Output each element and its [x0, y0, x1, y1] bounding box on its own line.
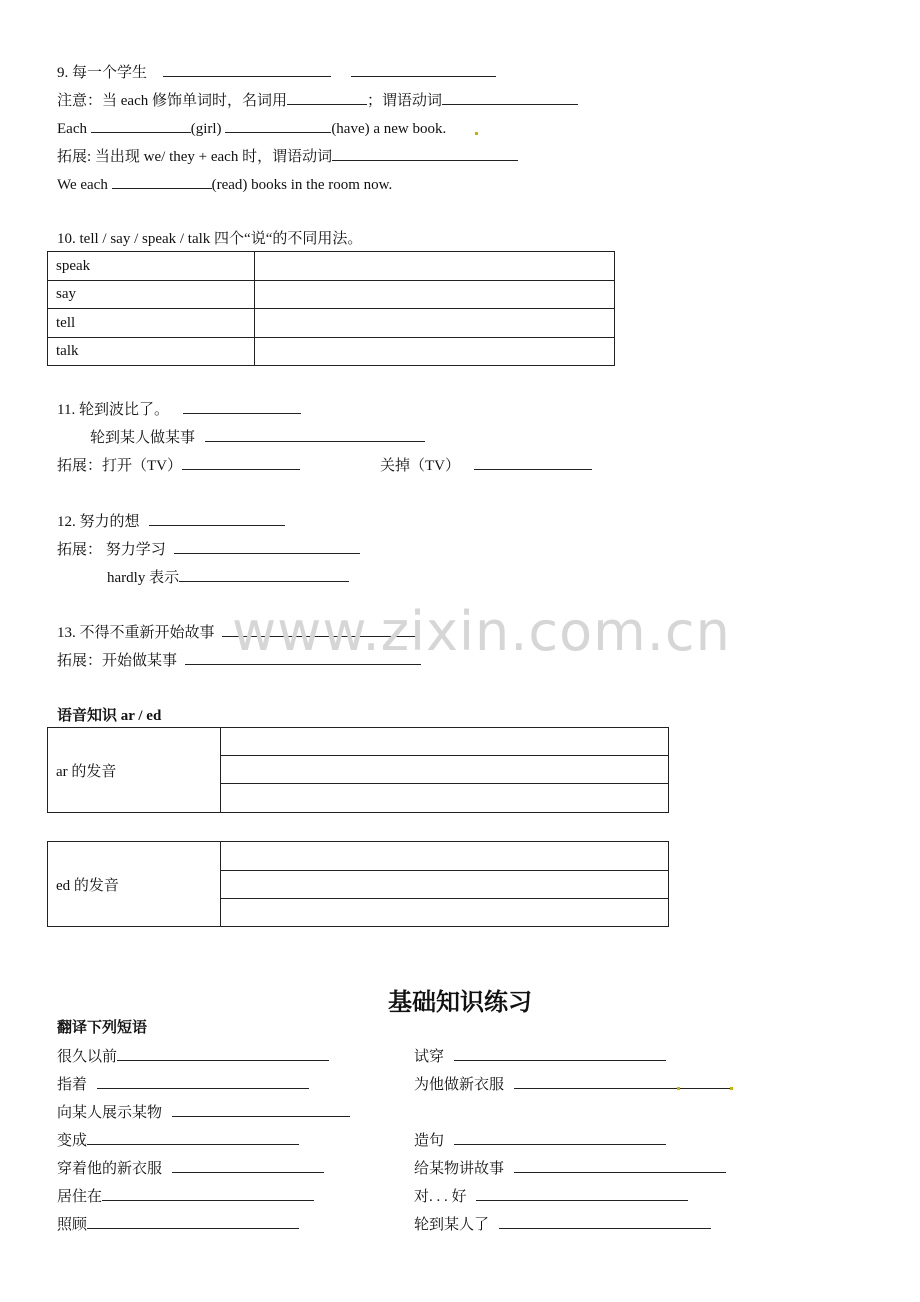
answer-blank[interactable] — [442, 90, 578, 105]
answer-blank[interactable] — [182, 455, 300, 470]
table-row — [48, 309, 615, 338]
q13-ext: 拓展：开始做某事 — [57, 653, 178, 669]
phrase-item — [57, 1102, 350, 1123]
answer-blank[interactable] — [87, 1214, 299, 1229]
answer-cell[interactable] — [221, 871, 669, 899]
answer-blank[interactable] — [91, 118, 191, 133]
phrase-label: 试穿 — [414, 1049, 445, 1065]
table-row — [48, 281, 615, 309]
phrase-label: 向某人展示某物 — [57, 1105, 163, 1121]
q9-each-girl: (girl) — [190, 121, 222, 137]
phrase-item — [57, 1074, 309, 1095]
phrase-item — [414, 1074, 730, 1095]
decorative-dot — [475, 132, 478, 135]
q12-hardly: hardly 表示 — [107, 570, 180, 586]
phrase-label: 居住在 — [57, 1189, 103, 1205]
answer-blank[interactable] — [117, 1046, 329, 1061]
table-cell-word: speak — [48, 252, 255, 281]
answer-blank[interactable] — [514, 1074, 730, 1089]
q9-prompt: 9. 每一个学生 — [57, 65, 148, 81]
phonics-title: 语音知识 ar / ed — [57, 708, 162, 724]
phrase-label: 穿着他的新衣服 — [57, 1161, 163, 1177]
phrase-label: 变成 — [57, 1133, 88, 1149]
q11-turn-line — [90, 427, 425, 448]
q9-extension-line — [57, 146, 518, 167]
answer-blank[interactable] — [163, 62, 331, 77]
answer-blank[interactable] — [454, 1130, 666, 1145]
q9-line-every-student — [57, 62, 496, 83]
answer-blank[interactable] — [205, 427, 425, 442]
answer-cell[interactable] — [221, 842, 669, 871]
phrase-item — [57, 1214, 299, 1235]
ar-pronunciation-table — [47, 727, 669, 813]
q9-note-line — [57, 90, 578, 111]
answer-blank[interactable] — [514, 1158, 726, 1173]
decorative-dot — [677, 1087, 680, 1090]
table-row — [48, 728, 669, 756]
q9-ext: 拓展: 当出现 we/ they + each 时，谓语动词 — [57, 149, 333, 165]
answer-blank[interactable] — [97, 1074, 309, 1089]
table-cell-word: tell — [48, 309, 255, 338]
phrase-label: 为他做新衣服 — [414, 1077, 505, 1093]
q10-usage-table — [47, 251, 615, 366]
answer-blank[interactable] — [476, 1186, 688, 1201]
phrase-item — [57, 1158, 324, 1179]
q11-ext-off: 关掉（TV） — [380, 458, 460, 474]
q12-hardly-line — [107, 567, 349, 588]
q10-title: 10. tell / say / speak / talk 四个“说“的不同用法。 — [57, 231, 363, 247]
answer-blank[interactable] — [172, 1102, 350, 1117]
q11-extension-on — [57, 455, 300, 476]
answer-blank[interactable] — [474, 455, 592, 470]
phrase-item — [414, 1214, 711, 1235]
answer-cell[interactable] — [221, 756, 669, 784]
answer-blank[interactable] — [102, 1186, 314, 1201]
table-row — [48, 252, 615, 281]
watermark-text: www.zixin.com.cn — [232, 600, 731, 663]
ar-label: ar 的发音 — [48, 728, 221, 813]
answer-blank[interactable] — [351, 62, 496, 77]
phrase-label: 对. . . 好 — [414, 1189, 467, 1205]
answer-cell[interactable] — [221, 899, 669, 927]
q9-we-each: We each — [57, 177, 108, 193]
answer-blank[interactable] — [332, 146, 518, 161]
phrase-item — [414, 1130, 666, 1151]
q9-each-sentence — [57, 118, 446, 139]
q11-ext-on: 拓展：打开（TV） — [57, 458, 182, 474]
ed-label: ed 的发音 — [48, 842, 221, 927]
practice-heading: 基础知识练习 — [388, 990, 532, 1016]
answer-blank[interactable] — [183, 399, 301, 414]
answer-cell[interactable] — [255, 309, 615, 338]
table-row — [48, 338, 615, 366]
q9-each-start: Each — [57, 121, 87, 137]
q9-note: 注意：当 each 修饰单词时，名词用 — [57, 93, 287, 109]
q12-extension — [57, 539, 360, 560]
answer-blank[interactable] — [174, 539, 360, 554]
table-row — [48, 842, 669, 871]
answer-cell[interactable] — [255, 252, 615, 281]
q11-extension-off — [380, 455, 592, 476]
q11-line — [57, 399, 301, 420]
phrase-label: 指着 — [57, 1077, 88, 1093]
phrase-label: 轮到某人了 — [414, 1217, 490, 1233]
answer-blank[interactable] — [287, 90, 367, 105]
phrase-label: 给某物讲故事 — [414, 1161, 505, 1177]
q12-line — [57, 511, 285, 532]
table-cell-word: talk — [48, 338, 255, 366]
answer-cell[interactable] — [255, 338, 615, 366]
answer-blank[interactable] — [112, 174, 212, 189]
decorative-dot — [730, 1087, 733, 1090]
answer-blank[interactable] — [87, 1130, 299, 1145]
phrase-item — [57, 1130, 299, 1151]
phrase-item — [57, 1186, 314, 1207]
answer-cell[interactable] — [221, 728, 669, 756]
phrase-item — [414, 1158, 726, 1179]
answer-blank[interactable] — [499, 1214, 711, 1229]
phrase-label: 照顾 — [57, 1217, 88, 1233]
q13-prompt: 13. 不得不重新开始故事 — [57, 625, 215, 641]
q9-we-read: (read) books in the room now. — [211, 177, 393, 193]
table-cell-word: say — [48, 281, 255, 309]
phrase-label: 造句 — [414, 1133, 445, 1149]
answer-blank[interactable] — [172, 1158, 324, 1173]
answer-blank[interactable] — [454, 1046, 666, 1061]
answer-cell[interactable] — [221, 784, 669, 813]
q11-prompt: 11. 轮到波比了。 — [57, 402, 169, 418]
answer-blank[interactable] — [179, 567, 349, 582]
q11-turn: 轮到某人做某事 — [90, 430, 196, 446]
q9-note-mid: ；谓语动词 — [366, 93, 442, 109]
phrase-item — [414, 1046, 666, 1067]
ed-pronunciation-table — [47, 841, 669, 927]
phrase-item — [57, 1046, 329, 1067]
answer-blank[interactable] — [225, 118, 331, 133]
q9-we-each-sentence — [57, 174, 392, 195]
translate-instructions: 翻译下列短语 — [57, 1020, 148, 1036]
q9-each-have: (have) a new book. — [331, 121, 447, 137]
q12-ext: 拓展： 努力学习 — [57, 542, 166, 558]
answer-blank[interactable] — [149, 511, 285, 526]
answer-cell[interactable] — [255, 281, 615, 309]
q12-prompt: 12. 努力的想 — [57, 514, 140, 530]
phrase-label: 很久以前 — [57, 1049, 118, 1065]
phrase-item — [414, 1186, 688, 1207]
